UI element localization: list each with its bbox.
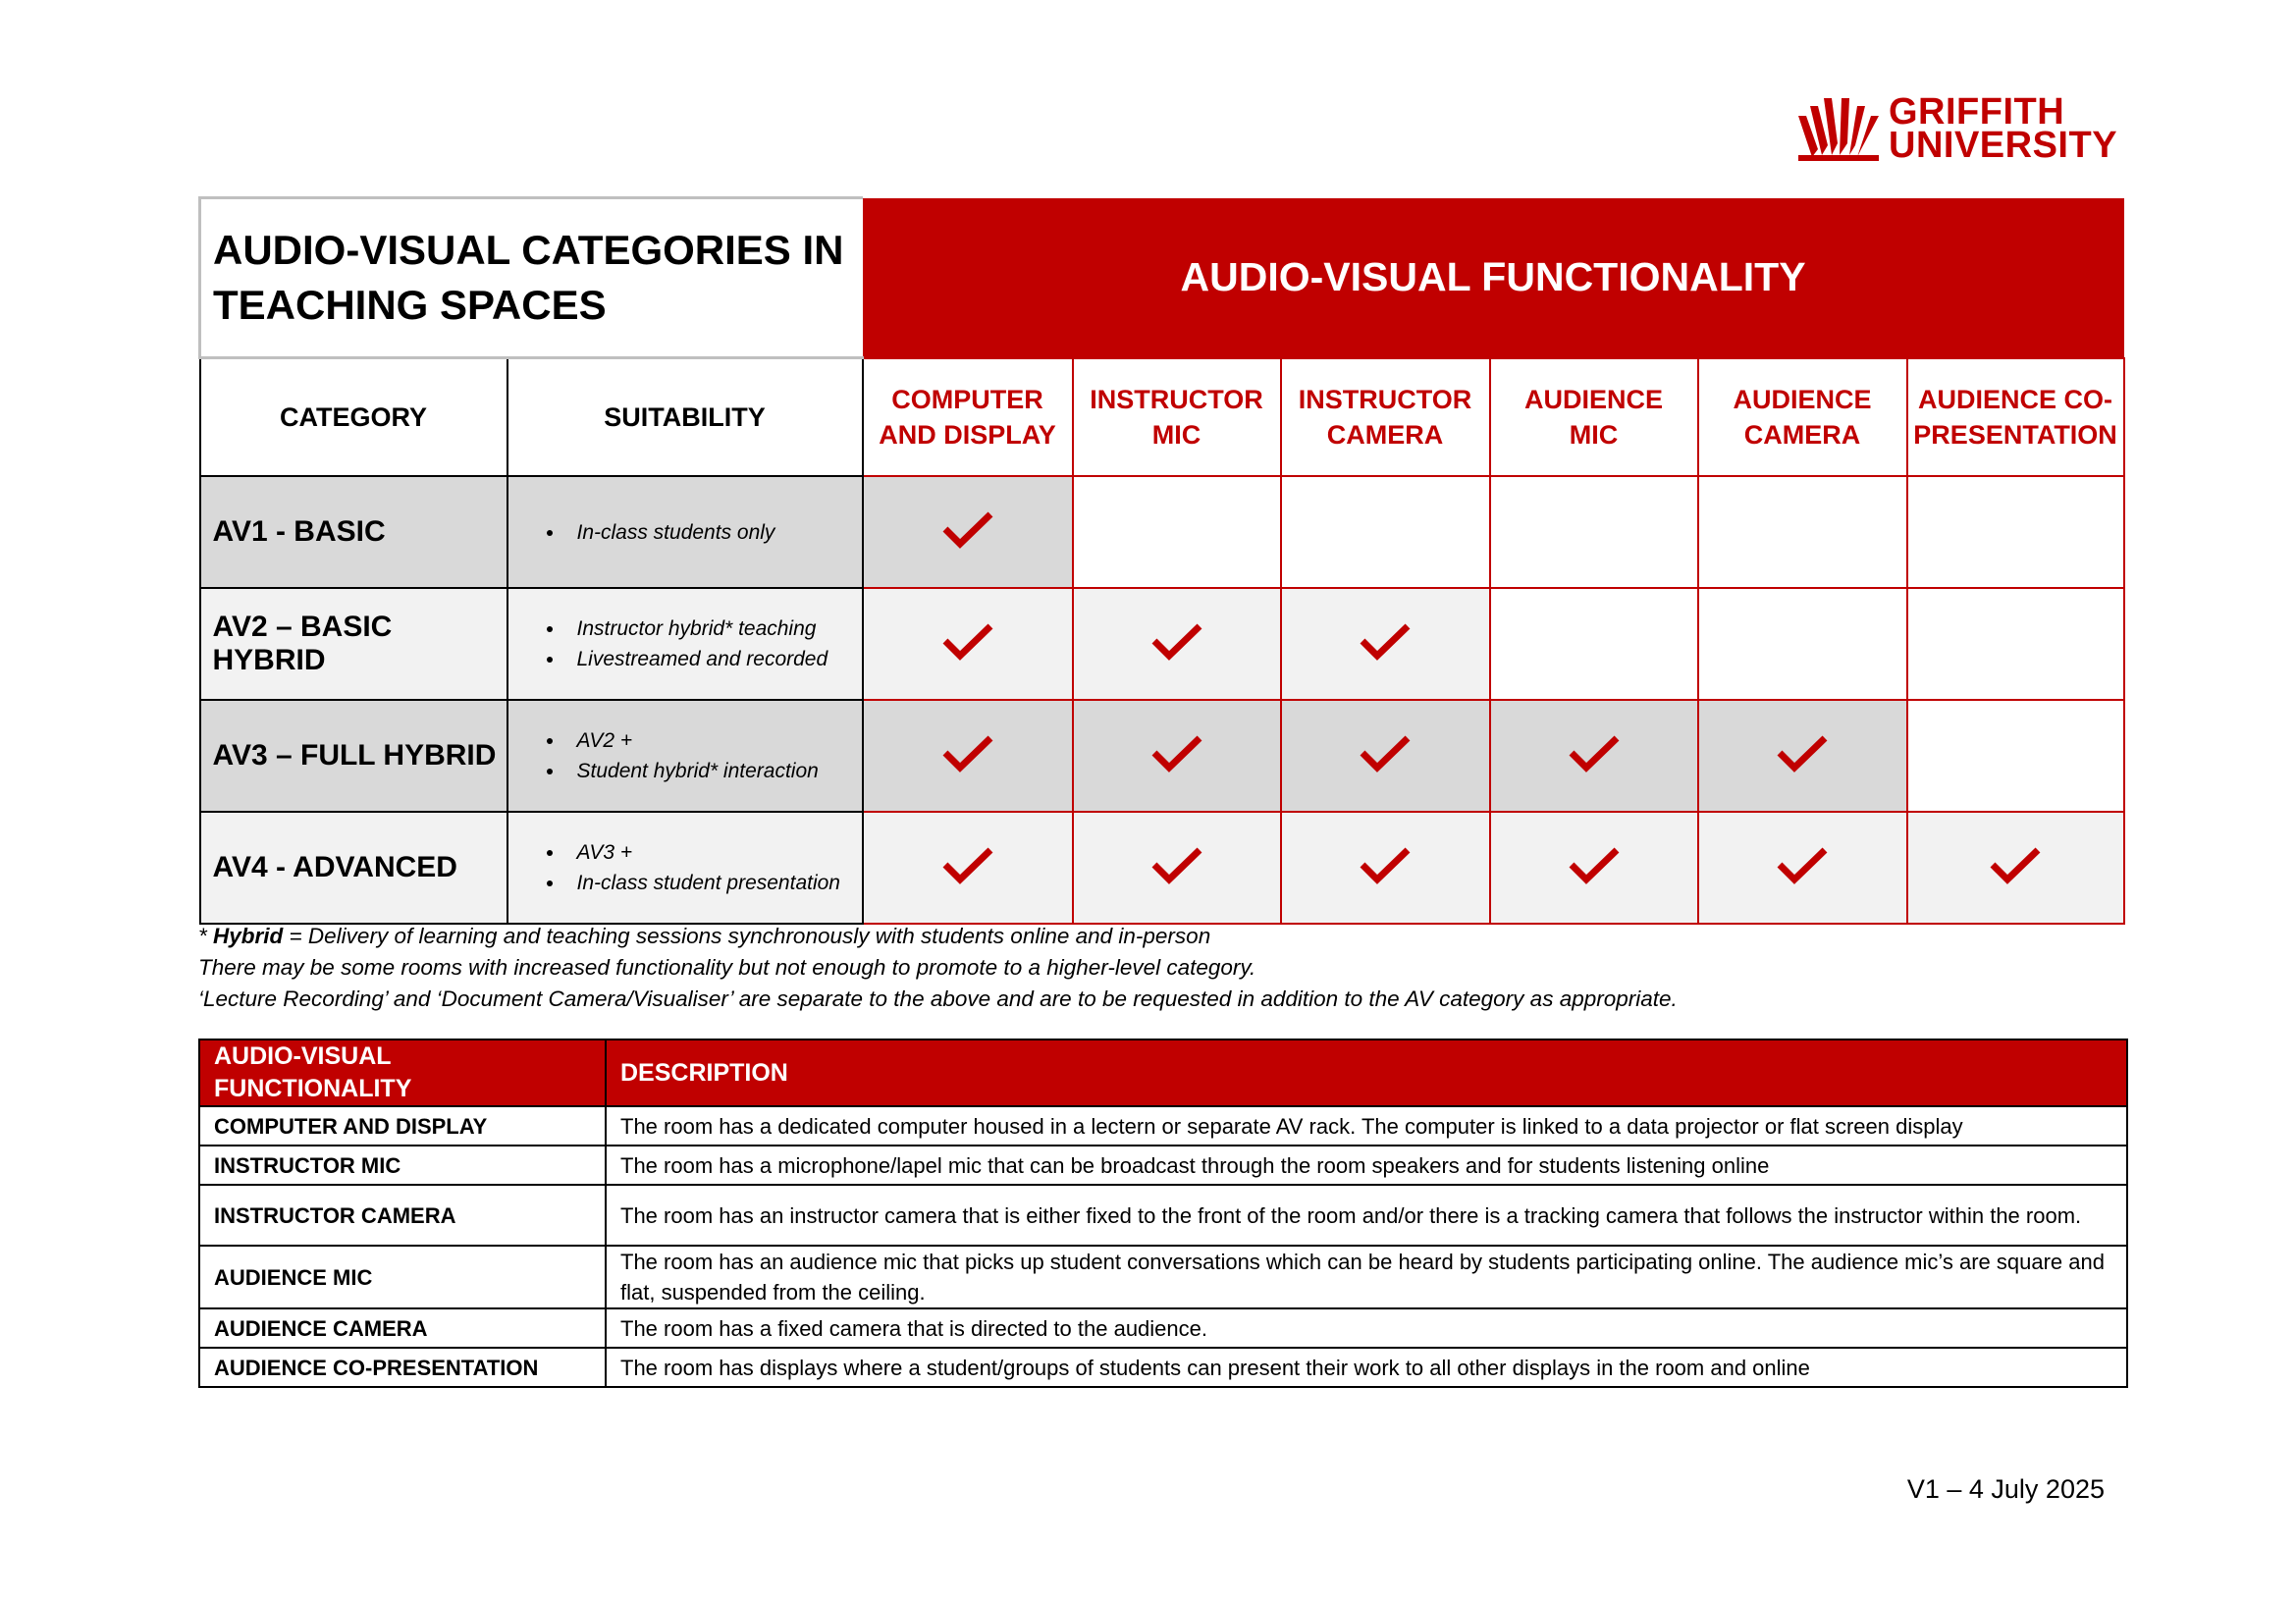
table-row <box>200 812 2124 924</box>
table-row <box>200 700 2124 812</box>
functionality-name: INSTRUCTOR CAMERA <box>199 1185 606 1246</box>
list-item: • In-class students only <box>565 517 862 548</box>
logo-text-line2: UNIVERSITY <box>1889 125 2118 166</box>
list-item: • In-class student presentation <box>565 868 862 898</box>
check-cell <box>1281 812 1490 924</box>
check-icon <box>940 733 995 774</box>
check-cell <box>1490 476 1698 588</box>
check-icon <box>1775 845 1830 886</box>
table-row <box>200 588 2124 700</box>
table-row <box>199 1246 2127 1308</box>
check-icon <box>1358 621 1413 663</box>
header-category: CATEGORY <box>200 358 507 477</box>
table-row <box>199 1308 2127 1348</box>
check-cell <box>1073 812 1281 924</box>
category-av4: AV4 - ADVANCED <box>200 812 507 924</box>
category-av3: AV3 – FULL HYBRID <box>200 700 507 812</box>
category-av2: AV2 – BASIC HYBRID <box>200 588 507 700</box>
check-cell <box>1073 588 1281 700</box>
functionality-name: INSTRUCTOR MIC <box>199 1146 606 1185</box>
check-cell <box>863 812 1073 924</box>
functionality-description: The room has displays where a student/groups of students can present their work to all other displays in the room and online <box>606 1348 2127 1387</box>
check-cell <box>1698 476 1907 588</box>
table-row <box>200 476 2124 588</box>
table-row <box>199 1185 2127 1246</box>
check-cell <box>1698 700 1907 812</box>
check-cell <box>1907 588 2124 700</box>
list-item: • Livestreamed and recorded <box>565 644 862 674</box>
category-av1: AV1 - BASIC <box>200 476 507 588</box>
header-av-functionality: AUDIO-VISUAL FUNCTIONALITY <box>199 1039 606 1106</box>
check-icon <box>1775 733 1830 774</box>
functionality-description: The room has a dedicated computer housed in a lectern or separate AV rack. The computer is linked to a data projector or flat screen display <box>606 1106 2127 1146</box>
header-suitability: SUITABILITY <box>507 358 863 477</box>
check-cell <box>1490 588 1698 700</box>
logo-text-line1: GRIFFITH <box>1889 91 2065 133</box>
check-icon <box>1149 621 1204 663</box>
check-cell <box>1698 588 1907 700</box>
list-item: • Student hybrid* interaction <box>565 756 862 786</box>
suitability-av4 <box>507 812 863 924</box>
header-audience-camera: AUDIENCE CAMERA <box>1698 358 1907 477</box>
header-instructor-mic: INSTRUCTOR MIC <box>1073 358 1281 477</box>
check-cell <box>1490 700 1698 812</box>
check-icon <box>940 845 995 886</box>
check-cell <box>1281 700 1490 812</box>
functionality-description-table <box>198 1039 2128 1388</box>
table-row <box>199 1106 2127 1146</box>
functionality-description: The room has a microphone/lapel mic that can be broadcast through the room speakers and for students listening online <box>606 1146 2127 1185</box>
suitability-av2 <box>507 588 863 700</box>
separate-requests-note: ‘Lecture Recording’ and ‘Document Camera/Visualiser’ are separate to the above and are to be requested in addition to the AV category as appropriate. <box>198 986 1678 1011</box>
header-description: DESCRIPTION <box>606 1039 2127 1106</box>
check-icon <box>1149 733 1204 774</box>
functionality-name: AUDIENCE CAMERA <box>199 1308 606 1348</box>
check-cell <box>1281 476 1490 588</box>
griffith-logo <box>1796 91 2118 166</box>
header-audience-mic: AUDIENCE MIC <box>1490 358 1698 477</box>
check-icon <box>1358 845 1413 886</box>
check-icon <box>1358 733 1413 774</box>
check-cell <box>1281 588 1490 700</box>
check-icon <box>940 509 995 551</box>
table-row <box>199 1348 2127 1387</box>
increased-functionality-note: There may be some rooms with increased functionality but not enough to promote to a higher-level category. <box>198 955 1256 980</box>
version-label: V1 – 4 July 2025 <box>1906 1474 2105 1504</box>
header-audience-co-presentation: AUDIENCE CO- PRESENTATION <box>1907 358 2124 477</box>
table-row <box>199 1146 2127 1185</box>
functionality-name: COMPUTER AND DISPLAY <box>199 1106 606 1146</box>
check-cell <box>863 476 1073 588</box>
functionality-description: The room has a fixed camera that is directed to the audience. <box>606 1308 2127 1348</box>
footnotes <box>198 921 1678 1015</box>
header-computer-and-display: COMPUTER AND DISPLAY <box>863 358 1073 477</box>
suitability-av1 <box>507 476 863 588</box>
list-item: • AV2 + <box>565 725 862 756</box>
check-cell <box>1490 812 1698 924</box>
functionality-description: The room has an audience mic that picks up student conversations which can be heard by students participating online. The audience mic’s are square and flat, suspended from the ceiling. <box>606 1246 2127 1308</box>
check-icon <box>1149 845 1204 886</box>
check-icon <box>1988 845 2043 886</box>
functionality-name: AUDIENCE MIC <box>199 1246 606 1308</box>
av-categories-table <box>198 196 2125 925</box>
suitability-av3 <box>507 700 863 812</box>
griffith-logo-icon <box>1796 96 1883 161</box>
header-instructor-camera: INSTRUCTOR CAMERA <box>1281 358 1490 477</box>
check-cell <box>1907 476 2124 588</box>
check-cell <box>1073 700 1281 812</box>
list-item: • Instructor hybrid* teaching <box>565 613 862 644</box>
list-item: • AV3 + <box>565 837 862 868</box>
check-cell <box>1907 700 2124 812</box>
functionality-heading: AUDIO-VISUAL FUNCTIONALITY <box>863 198 2124 358</box>
check-cell <box>863 700 1073 812</box>
check-cell <box>1073 476 1281 588</box>
functionality-name: AUDIENCE CO-PRESENTATION <box>199 1348 606 1387</box>
hybrid-note: * Hybrid = Delivery of learning and teaching sessions synchronously with students online and in-person <box>198 924 1211 948</box>
check-cell <box>1698 812 1907 924</box>
check-cell <box>863 588 1073 700</box>
check-cell <box>1907 812 2124 924</box>
check-icon <box>1567 733 1622 774</box>
check-icon <box>940 621 995 663</box>
check-icon <box>1567 845 1622 886</box>
functionality-description: The room has an instructor camera that is either fixed to the front of the room and/or there is a tracking camera that follows the instructor within the room. <box>606 1185 2127 1246</box>
page-title: AUDIO-VISUAL CATEGORIES IN TEACHING SPACES <box>200 198 863 358</box>
